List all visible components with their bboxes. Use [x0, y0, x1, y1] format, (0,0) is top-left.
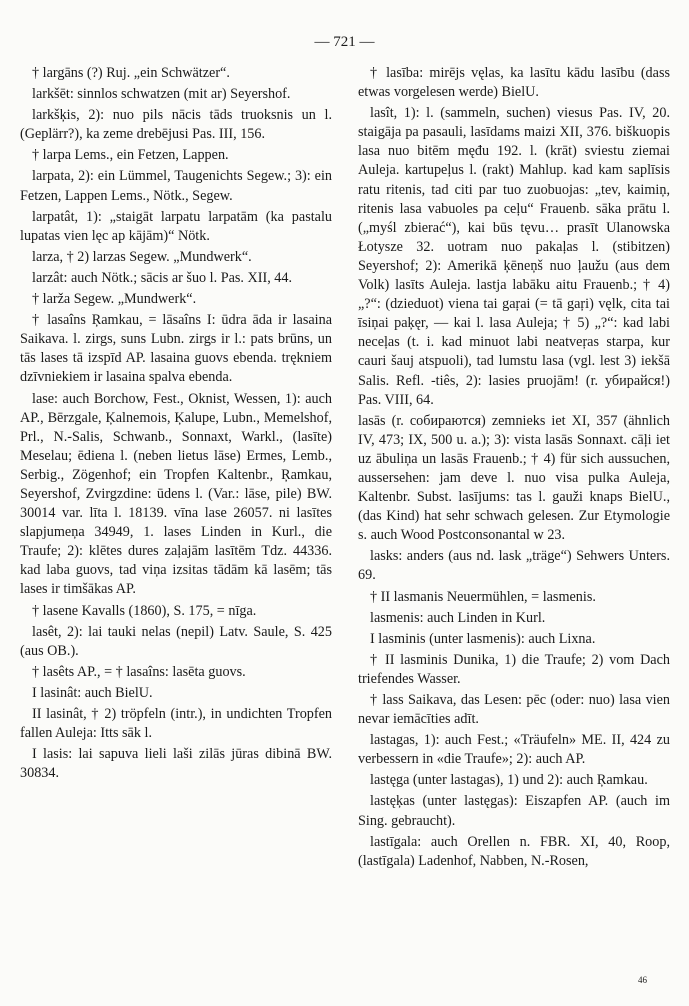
dictionary-entry: I lasminis (unter lasmenis): auch Lixna.: [370, 630, 596, 647]
dictionary-entry: lasît, 1): l. (sammeln, suchen) viesus Pas. IV, 20. staigāja pa pasauli, lasīdams maizi XII, 376. biškuopis lasa nuo bitēm męđu 192. l. (krāt) sviestu ziemai Auleja. kartupeļus l. (rakt) Mahlup. kad kam saplīsis ratu ritenis, tad citi par tuo zuobuojas: „tev, kaimiņ, ritenis lasa vabuoles pa ceļu“ Frauenb. sāka prātu l. („myśl zbierać“), kai būs tęvu… prasīt Ulanowska Łotysze 32. uotram nuo pakaļas l. (stibitzen) Seyershof; 2): Amerikā ķēneņš nuo ļaužu (aus dem Volk) lasīts Auleja. lastja labāku aitu Frauenb.; † 4) „?“: (dzieduot) viena tai gaŗai (= tā gaŗi) vęlk, cita tai īsiņai paķęr, — kai l. lasa Auleja; † 5) „?“: kad labi neceļas (t. i. kad minuot labi neatveŗas starpa, kur cauri šauj atspuoli), tad lumstu lasa (vgl. lest 3) iekšā Salis. Refl. -tiês, 2): lasies pruojām! (r. убирайся!) Pas. VIII, 64.: [358, 105, 670, 408]
dictionary-entry: lase: auch Borchow, Fest., Oknist, Wessen, 1): auch AP., Bērzgale, Ķalnemois, Ķalupe, Lubn., Memelshof, Prl., N.-Salis, Schwanb., Sonnaxt, Warkl., (lasīte) Meselau; ēdiena l. (neben lietus lāse) Ermes, Lemb., Serbig., Zögenhof; ein Tropfen Kaltenbr., Ŗamkau, Seyershof, Zvirgzdine: ūdens l. (Var.: lāse, pile) BW. 30014 var. līta l. 18139. vīna lase 26057. ni lasītes slapjumeņa 34949, 1. lases Linden in Kurl., die Traufe; 2): klētes dures zaļajām lasītēm Tdz. 44336. kad laba guovs, tad viņa izsitas tādām kā lasēm; tās lases ir timšākas AP.: [20, 390, 332, 598]
dictionary-entry: lasmenis: auch Linden in Kurl.: [370, 609, 546, 626]
left-column: [20, 64, 332, 785]
dictionary-entry: lasks: anders (aus nd. lask „träge“) Sehwers Unters. 69.: [358, 548, 670, 584]
dictionary-entry: † lasaîns Ŗamkau, = lāsaîns I: ūdra āda ir lasaina Saikava. l. zirgs, suns Lubn. zirgs ir l.: pats brūns, un tās lases tā izspīd AP. lasaina guovs ebenda. trękniem dzīvniekiem ir lasaina spalva ebenda.: [20, 312, 332, 386]
dictionary-entry: † lasene Kavalls (1860), S. 175, = nīga.: [32, 602, 257, 619]
dictionary-entry: † lasêts AP., = † lasaîns: lasēta guovs.: [32, 663, 246, 680]
signature-mark: 46: [638, 975, 647, 985]
page-number: — 721 —: [314, 34, 375, 50]
dictionary-entry: I lasinât: auch BielU.: [32, 684, 153, 701]
dictionary-entry: † larža Segew. „Mundwerk“.: [32, 291, 197, 308]
dictionary-entry: † II lasminis Dunika, 1) die Traufe; 2) vom Dach triefendes Wasser.: [358, 651, 670, 687]
dictionary-entry: † largāns (?) Ruj. „ein Schwätzer“.: [32, 65, 230, 81]
dictionary-entry: larpata, 2): ein Lümmel, Taugenichts Segew.; 3): ein Fetzen, Lappen Lems., Nötk., Segew.: [20, 168, 332, 204]
dictionary-entry: II lasinât, † 2) tröpfeln (intr.), in undichten Tropfen fallen Auleja: Itts sāk l.: [20, 706, 332, 742]
dictionary-entry: larpatât, 1): „staigāt larpatu larpatām (ka pastalu lupatas vien lęc ap kājām)“ Nötk.: [20, 208, 332, 244]
dictionary-entry: lastagas, 1): auch Fest.; «Träufeln» ME. II, 424 zu verbessern in «die Traufe»; 2): auch AP.: [358, 732, 670, 768]
dictionary-entry: † lass Saikava, das Lesen: pēc (oder: nuo) lasa vien nevar iemācīties adīt.: [358, 692, 670, 728]
dictionary-entry: lasêt, 2): lai tauki nelas (nepil) Latv. Saule, S. 425 (aus OB.).: [20, 623, 332, 659]
dictionary-entry: larzât: auch Nötk.; sācis ar šuo l. Pas. XII, 44.: [32, 269, 293, 286]
dictionary-entry: † lasība: mirējs vęlas, ka lasītu kādu lasību (dass etwas vorgelesen werde) BielU.: [358, 65, 670, 101]
dictionary-entry: lastīgala: auch Orellen n. FBR. XI, 40, Roop, (lastīgala) Ladenhof, Nabben, N.-Rosen,: [358, 833, 670, 869]
dictionary-entry: lastęķas (unter lastęgas): Eiszapfen AP. (auch im Sing. gebraucht).: [358, 793, 670, 829]
dictionary-entry: lastęga (unter lastagas), 1) und 2): auch Ŗamkau.: [370, 772, 648, 789]
dictionary-entry: larkšķis, 2): nuo pils nācis tāds truoksnis un l. (Geplärr?), ka zeme drebējusi Pas. III, 156.: [20, 107, 332, 143]
right-column: [358, 64, 670, 873]
dictionary-entry: † II lasmanis Neuermühlen, = lasmenis.: [370, 588, 596, 605]
dictionary-entry-continuation: lasās (r. собираются) zemnieks iet XI, 357 (ähnlich IV, 473; IX, 500 u. a.); 3): vista lasās Sonnaxt. cāļi iet uz ābuliņa un lasās Frauenb.; † 4) für sich aussuchen, aussersehen: jam deve l. nuo visa pulka Auleja, Kaltenbr. Subst. lasījums: tas l. gauži knaps BielU., (das Kind) hat sehr schwach gelesen. Zur Etymologie s. auch Wood Postconsonantal w 23.: [358, 412, 670, 544]
dictionary-entry: † larpa Lems., ein Fetzen, Lappen.: [32, 147, 229, 164]
dictionary-entry: larza, † 2) larzas Segew. „Mundwerk“.: [32, 248, 252, 265]
dictionary-entry: I lasis: lai sapuva lieli laši zilās jūras dibinā BW. 30834.: [20, 746, 332, 782]
dictionary-entry: larkšēt: sinnlos schwatzen (mit ar) Seyershof.: [32, 86, 291, 103]
